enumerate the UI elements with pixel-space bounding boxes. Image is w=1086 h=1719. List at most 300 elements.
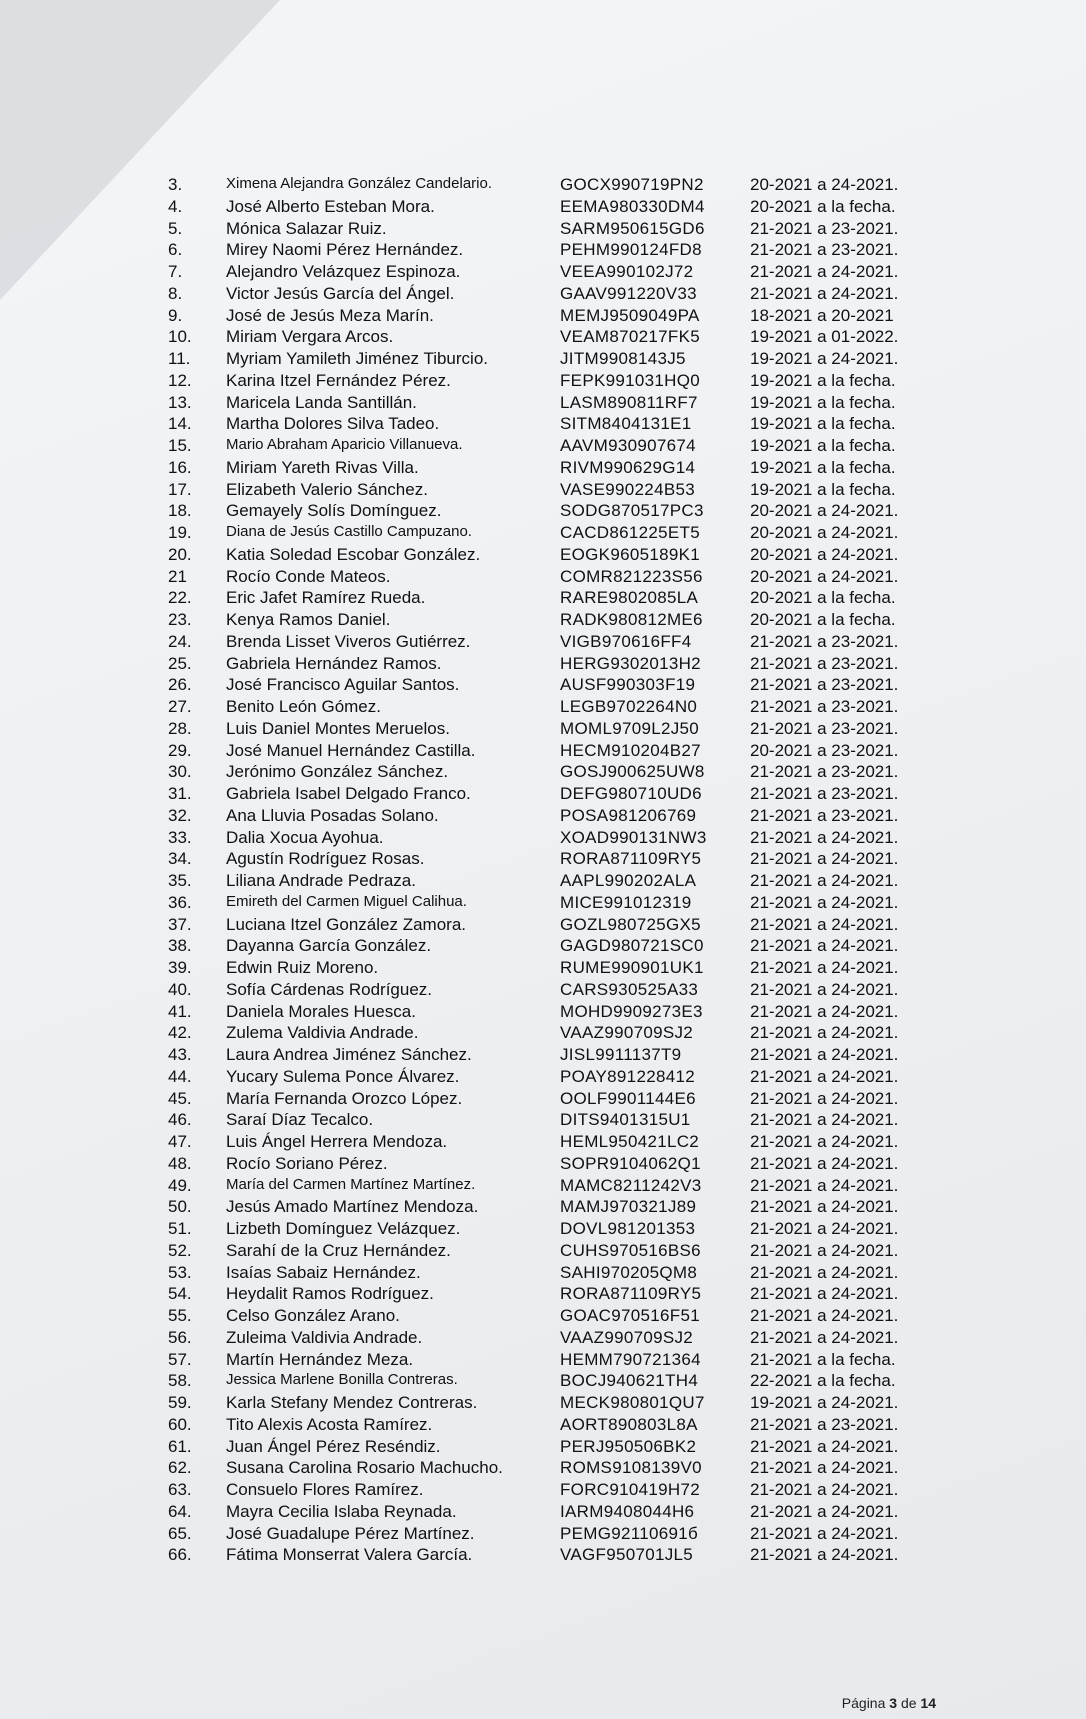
row-number: 42.	[168, 1023, 192, 1043]
row-period: 21-2021 a 24-2021.	[750, 1523, 899, 1543]
row-period: 20-2021 a 23-2021.	[750, 740, 899, 760]
row-number: 38.	[168, 936, 192, 956]
row-rfc: DOVL981201353	[560, 1219, 696, 1238]
row-number: 46.	[168, 1110, 192, 1130]
row-period: 20-2021 a 24-2021.	[750, 566, 899, 586]
row-name: Jesús Amado Martínez Mendoza.	[226, 1197, 479, 1217]
row-number: 24.	[168, 631, 192, 651]
row-period: 21-2021 a 24-2021.	[750, 1480, 899, 1499]
list-row	[168, 1350, 928, 1372]
row-period: 19-2021 a 01-2022.	[750, 327, 899, 347]
row-name: Gemayely Solís Domínguez.	[226, 501, 442, 521]
row-number: 22.	[168, 588, 192, 608]
row-period: 21-2021 a 23-2021.	[750, 675, 899, 695]
row-rfc: MAMC8211242V3	[560, 1175, 702, 1195]
row-period: 20-2021 a 24-2021.	[750, 523, 899, 542]
row-period: 19-2021 a la fecha.	[750, 414, 896, 434]
row-period: 21-2021 a 24-2021.	[750, 1262, 899, 1282]
row-number: 37.	[168, 914, 192, 934]
row-name: Rocío Soriano Pérez.	[226, 1153, 388, 1173]
row-number: 47.	[168, 1132, 192, 1151]
row-name: Maricela Landa Santillán.	[226, 392, 417, 412]
row-name: Emireth del Carmen Miguel Calihua.	[226, 892, 467, 910]
row-rfc: LEGB9702264N0	[560, 697, 698, 716]
list-row	[168, 545, 928, 567]
row-name: Mónica Salazar Ruiz.	[226, 218, 387, 238]
row-period: 21-2021 a 24-2021.	[750, 914, 899, 934]
row-number: 3.	[168, 175, 183, 194]
list-row	[168, 393, 928, 415]
row-name: Katia Soledad Escobar González.	[226, 544, 481, 564]
row-number: 18.	[168, 501, 192, 521]
row-number: 64.	[168, 1501, 192, 1521]
row-period: 21-2021 a 24-2021.	[750, 1219, 899, 1238]
row-number: 60.	[168, 1414, 192, 1434]
row-period: 21-2021 a 24-2021.	[750, 1066, 899, 1086]
row-name: Jerónimo González Sánchez.	[226, 762, 449, 782]
row-period: 21-2021 a 24-2021.	[750, 1001, 899, 1021]
row-rfc: MICE991012319	[560, 892, 692, 912]
list-row	[168, 1437, 928, 1459]
row-rfc: COMR821223S56	[560, 566, 703, 586]
row-name: Agustín Rodríguez Rosas.	[226, 849, 425, 869]
row-rfc: BOCJ940621TH4	[560, 1371, 699, 1391]
row-name: Karla Stefany Mendez Contreras.	[226, 1393, 478, 1412]
list-row	[168, 1132, 928, 1154]
row-number: 28.	[168, 718, 192, 738]
list-row	[168, 480, 928, 502]
row-period: 21-2021 a 24-2021.	[750, 1240, 899, 1260]
row-rfc: PEMG92110691б	[560, 1523, 699, 1543]
row-rfc: CARS930525A33	[560, 979, 699, 999]
row-period: 21-2021 a 23-2021.	[750, 631, 899, 651]
list-row	[168, 284, 928, 306]
row-name: Eric Jafet Ramírez Rueda.	[226, 588, 426, 608]
row-period: 21-2021 a 24-2021.	[750, 1284, 899, 1304]
row-name: Isaías Sabaiz Hernández.	[226, 1262, 421, 1282]
row-period: 21-2021 a 23-2021.	[750, 718, 899, 738]
list-row	[168, 806, 928, 828]
row-number: 58.	[168, 1371, 192, 1391]
row-number: 48.	[168, 1153, 192, 1173]
footer-of-word: de	[900, 1695, 917, 1711]
row-period: 19-2021 a la fecha.	[750, 436, 896, 455]
row-period: 22-2021 a la fecha.	[750, 1371, 896, 1391]
list-row	[168, 784, 928, 806]
row-period: 21-2021 a 24-2021.	[750, 827, 899, 847]
row-number: 59.	[168, 1393, 192, 1412]
row-name: Juan Ángel Pérez Reséndiz.	[226, 1436, 441, 1456]
row-rfc: VAAZ990709SJ2	[560, 1327, 694, 1347]
list-row	[168, 1524, 928, 1546]
row-rfc: JISL9911137T9	[560, 1045, 682, 1064]
row-number: 27.	[168, 697, 192, 716]
list-row	[168, 588, 928, 610]
list-row	[168, 849, 928, 871]
row-number: 63.	[168, 1480, 192, 1499]
row-period: 21-2021 a 24-2021.	[750, 936, 899, 956]
row-name: Alejandro Velázquez Espinoza.	[226, 262, 461, 281]
list-row	[168, 1545, 928, 1567]
row-number: 39.	[168, 958, 192, 977]
list-row	[168, 1458, 928, 1480]
row-period: 20-2021 a 24-2021.	[750, 544, 899, 564]
row-name: Karina Itzel Fernández Pérez.	[226, 370, 451, 390]
row-name: Edwin Ruiz Moreno.	[226, 958, 379, 977]
row-period: 21-2021 a 24-2021.	[750, 1132, 899, 1151]
row-number: 30.	[168, 762, 192, 782]
row-number: 41.	[168, 1001, 192, 1021]
row-period: 21-2021 a 24-2021.	[750, 262, 899, 281]
row-period: 19-2021 a 24-2021.	[750, 349, 899, 368]
row-name: Lizbeth Domínguez Velázquez.	[226, 1219, 461, 1238]
personnel-list	[168, 175, 928, 1567]
row-name: Kenya Ramos Daniel.	[226, 610, 391, 629]
row-period: 21-2021 a 24-2021.	[750, 1501, 899, 1521]
row-name: Brenda Lisset Viveros Gutiérrez.	[226, 631, 471, 651]
row-period: 21-2021 a 23-2021.	[750, 653, 899, 673]
row-period: 21-2021 a 24-2021.	[750, 1045, 899, 1064]
row-number: 62.	[168, 1458, 192, 1478]
row-rfc: VAAZ990709SJ2	[560, 1023, 694, 1043]
list-row	[168, 1067, 928, 1089]
row-number: 32.	[168, 805, 192, 825]
row-rfc: RIVM990629G14	[560, 457, 696, 477]
row-name: Heydalit Ramos Rodríguez.	[226, 1284, 434, 1304]
list-row	[168, 741, 928, 763]
row-rfc: EEMA980330DM4	[560, 196, 705, 216]
row-period: 20-2021 a 24-2021.	[750, 501, 899, 521]
row-number: 25.	[168, 653, 192, 673]
row-period: 21-2021 a 23-2021.	[750, 240, 899, 260]
row-period: 21-2021 a 24-2021.	[750, 1306, 899, 1325]
row-name: Liliana Andrade Pedraza.	[226, 871, 416, 890]
row-period: 21-2021 a 24-2021.	[750, 958, 899, 977]
row-name: Dayanna García González.	[226, 936, 432, 956]
row-number: 34.	[168, 849, 192, 869]
list-row	[168, 1045, 928, 1067]
row-rfc: MOHD9909273E3	[560, 1001, 703, 1021]
list-row	[168, 980, 928, 1002]
row-number: 9.	[168, 305, 183, 325]
row-name: Dalia Xocua Ayohua.	[226, 827, 384, 847]
row-period: 21-2021 a 24-2021.	[750, 1023, 899, 1043]
row-rfc: DITS9401315U1	[560, 1110, 691, 1130]
list-row	[168, 871, 928, 893]
row-rfc: RARE9802085LA	[560, 588, 699, 608]
row-period: 21-2021 a 23-2021.	[750, 697, 899, 716]
row-period: 21-2021 a 23-2021.	[750, 218, 899, 238]
footer-total-pages: 14	[920, 1695, 936, 1711]
row-period: 19-2021 a la fecha.	[750, 392, 896, 412]
row-rfc: VEAM870217FK5	[560, 327, 700, 347]
list-row	[168, 1089, 928, 1111]
list-row	[168, 567, 928, 589]
list-row	[168, 327, 928, 349]
row-period: 21-2021 a 24-2021.	[750, 871, 899, 890]
row-name: María Fernanda Orozco López.	[226, 1088, 463, 1108]
row-number: 61.	[168, 1436, 192, 1456]
list-row	[168, 828, 928, 850]
row-name: Miriam Vergara Arcos.	[226, 327, 394, 347]
row-number: 6.	[168, 240, 183, 260]
row-rfc: VASE990224B53	[560, 479, 695, 499]
row-number: 17.	[168, 479, 192, 499]
row-name: Martha Dolores Silva Tadeo.	[226, 414, 440, 434]
list-row	[168, 1502, 928, 1524]
row-number: 14.	[168, 414, 192, 434]
row-rfc: DEFG980710UD6	[560, 784, 702, 803]
row-rfc: SARM950615GD6	[560, 218, 705, 238]
row-rfc: HEMM790721364	[560, 1349, 701, 1369]
row-name: Celso González Arano.	[226, 1306, 400, 1325]
row-rfc: VAGF950701JL5	[560, 1545, 694, 1565]
row-rfc: MEMJ9509049PA	[560, 305, 700, 325]
list-row	[168, 675, 928, 697]
row-name: Consuelo Flores Ramírez.	[226, 1480, 424, 1499]
row-number: 51.	[168, 1219, 192, 1238]
row-period: 21-2021 a 24-2021.	[750, 1088, 899, 1108]
row-rfc: AUSF990303F19	[560, 675, 696, 695]
row-period: 21-2021 a 24-2021.	[750, 1545, 899, 1565]
row-name: Fátima Monserrat Valera García.	[226, 1545, 473, 1565]
row-period: 19-2021 a la fecha.	[750, 370, 896, 390]
row-number: 15.	[168, 436, 192, 455]
list-row	[168, 197, 928, 219]
list-row	[168, 1219, 928, 1241]
row-rfc: POSA981206769	[560, 805, 697, 825]
list-row	[168, 219, 928, 241]
row-rfc: SOPR9104062Q1	[560, 1153, 701, 1173]
row-number: 65.	[168, 1523, 192, 1543]
row-number: 44.	[168, 1066, 192, 1086]
row-rfc: FORC910419H72	[560, 1480, 700, 1499]
row-name: Gabriela Isabel Delgado Franco.	[226, 784, 471, 803]
row-rfc: SODG870517PC3	[560, 501, 704, 521]
row-name: Rocío Conde Mateos.	[226, 566, 391, 586]
row-name: Mayra Cecilia Islaba Reynada.	[226, 1501, 457, 1521]
row-name: José Manuel Hernández Castilla.	[226, 740, 476, 760]
row-number: 50.	[168, 1197, 192, 1217]
list-row	[168, 1176, 928, 1198]
row-rfc: XOAD990131NW3	[560, 827, 707, 847]
row-name: Mario Abraham Aparicio Villanueva.	[226, 436, 463, 453]
list-row	[168, 371, 928, 393]
row-rfc: GAGD980721SC0	[560, 936, 704, 956]
row-number: 5.	[168, 218, 183, 238]
list-row	[168, 1328, 928, 1350]
row-number: 45.	[168, 1088, 192, 1108]
row-rfc: LASM890811RF7	[560, 392, 698, 412]
list-row	[168, 523, 928, 545]
row-number: 31.	[168, 784, 192, 803]
row-period: 21-2021 a 24-2021.	[750, 1458, 899, 1478]
row-name: Gabriela Hernández Ramos.	[226, 653, 442, 673]
row-name: Diana de Jesús Castillo Campuzano.	[226, 523, 472, 540]
list-row	[168, 936, 928, 958]
list-row	[168, 349, 928, 371]
row-period: 19-2021 a 24-2021.	[750, 1393, 899, 1412]
row-number: 19.	[168, 523, 192, 542]
row-rfc: VIGB970616FF4	[560, 631, 692, 651]
list-row	[168, 1197, 928, 1219]
row-number: 36.	[168, 892, 192, 912]
list-row	[168, 915, 928, 937]
row-number: 4.	[168, 196, 183, 216]
row-number: 53.	[168, 1262, 192, 1282]
row-name: Myriam Yamileth Jiménez Tiburcio.	[226, 349, 489, 368]
row-period: 21-2021 a 23-2021.	[750, 784, 899, 803]
row-name: Yucary Sulema Ponce Álvarez.	[226, 1066, 460, 1086]
row-name: Elizabeth Valerio Sánchez.	[226, 479, 428, 499]
list-row	[168, 240, 928, 262]
row-name: Zuleima Valdivia Andrade.	[226, 1327, 423, 1347]
list-row	[168, 1241, 928, 1263]
row-number: 43.	[168, 1045, 192, 1064]
list-row	[168, 1002, 928, 1024]
row-rfc: VEEA990102J72	[560, 262, 694, 281]
row-name: Laura Andrea Jiménez Sánchez.	[226, 1045, 472, 1064]
row-rfc: JITM9908143J5	[560, 349, 686, 368]
row-name: Zulema Valdivia Andrade.	[226, 1023, 419, 1043]
row-period: 21-2021 a 23-2021.	[750, 1414, 899, 1434]
row-number: 10.	[168, 327, 192, 347]
row-period: 21-2021 a la fecha.	[750, 1349, 896, 1369]
row-number: 66.	[168, 1545, 192, 1565]
list-row	[168, 632, 928, 654]
row-rfc: SITM8404131E1	[560, 414, 692, 434]
row-period: 21-2021 a 24-2021.	[750, 1327, 899, 1347]
row-name: Victor Jesús García del Ángel.	[226, 283, 455, 303]
row-name: Martín Hernández Meza.	[226, 1349, 414, 1369]
row-rfc: AORT890803L8A	[560, 1414, 698, 1434]
row-rfc: PERJ950506BK2	[560, 1436, 697, 1456]
row-number: 23.	[168, 610, 192, 629]
row-rfc: SAHI970205QM8	[560, 1262, 698, 1282]
row-name: Luis Ángel Herrera Mendoza.	[226, 1132, 448, 1151]
row-period: 21-2021 a 24-2021.	[750, 1197, 899, 1217]
list-row	[168, 762, 928, 784]
row-number: 55.	[168, 1306, 192, 1325]
footer-page-word: Página	[841, 1695, 886, 1711]
row-period: 21-2021 a 24-2021.	[750, 283, 899, 303]
row-number: 29.	[168, 740, 192, 760]
row-number: 52.	[168, 1240, 192, 1260]
row-number: 7.	[168, 262, 183, 281]
row-name: Daniela Morales Huesca.	[226, 1001, 416, 1021]
row-rfc: GAAV991220V33	[560, 283, 697, 303]
list-row	[168, 1023, 928, 1045]
row-rfc: HERG9302013H2	[560, 653, 701, 673]
list-row	[168, 1284, 928, 1306]
row-name: José de Jesús Meza Marín.	[226, 305, 434, 325]
list-row	[168, 1415, 928, 1437]
row-period: 21-2021 a 24-2021.	[750, 1153, 899, 1173]
row-name: Miriam Yareth Rivas Villa.	[226, 457, 419, 477]
row-name: Ana Lluvia Posadas Solano.	[226, 805, 439, 825]
row-period: 21-2021 a 24-2021.	[750, 979, 899, 999]
row-period: 21-2021 a 24-2021.	[750, 1436, 899, 1456]
row-number: 57.	[168, 1349, 192, 1369]
row-name: José Francisco Aguilar Santos.	[226, 675, 460, 695]
list-row	[168, 306, 928, 328]
row-number: 56.	[168, 1327, 192, 1347]
row-period: 19-2021 a la fecha.	[750, 457, 896, 477]
row-name: Saraí Díaz Tecalco.	[226, 1110, 374, 1130]
row-number: 21	[168, 566, 187, 586]
row-name: Sofía Cárdenas Rodríguez.	[226, 979, 433, 999]
list-row	[168, 414, 928, 436]
list-row	[168, 893, 928, 915]
row-rfc: MOML9709L2J50	[560, 718, 700, 738]
list-row	[168, 175, 928, 197]
row-name: Sarahí de la Cruz Hernández.	[226, 1240, 451, 1260]
row-rfc: HEML950421LC2	[560, 1132, 700, 1151]
row-period: 21-2021 a 24-2021.	[750, 1110, 899, 1130]
list-row	[168, 654, 928, 676]
list-row	[168, 1263, 928, 1285]
row-period: 21-2021 a 23-2021.	[750, 805, 899, 825]
list-row	[168, 610, 928, 632]
row-number: 49.	[168, 1175, 192, 1195]
row-number: 54.	[168, 1284, 192, 1304]
list-row	[168, 1154, 928, 1176]
row-rfc: CUHS970516BS6	[560, 1240, 701, 1260]
row-rfc: EOGK9605189K1	[560, 544, 700, 564]
row-name: María del Carmen Martínez Martínez.	[226, 1175, 476, 1193]
row-name: José Guadalupe Pérez Martínez.	[226, 1523, 475, 1543]
row-rfc: FEPK991031HQ0	[560, 370, 700, 390]
row-number: 13.	[168, 392, 192, 412]
row-period: 21-2021 a 24-2021.	[750, 1175, 899, 1195]
row-number: 20.	[168, 544, 192, 564]
row-name: Jessica Marlene Bonilla Contreras.	[226, 1371, 458, 1389]
row-rfc: GOZL980725GX5	[560, 914, 701, 934]
row-rfc: GOSJ900625UW8	[560, 762, 705, 782]
row-rfc: MECK980801QU7	[560, 1393, 705, 1412]
row-number: 8.	[168, 283, 183, 303]
row-rfc: PEHM990124FD8	[560, 240, 702, 260]
footer-current-page: 3	[889, 1695, 898, 1711]
list-row	[168, 1393, 928, 1415]
row-rfc: MAMJ970321J89	[560, 1197, 697, 1217]
row-number: 16.	[168, 457, 192, 477]
row-period: 21-2021 a 24-2021.	[750, 849, 899, 869]
list-row	[168, 501, 928, 523]
page-footer	[842, 1695, 936, 1711]
row-name: José Alberto Esteban Mora.	[226, 196, 435, 216]
row-period: 20-2021 a la fecha.	[750, 610, 896, 629]
row-name: Luciana Itzel González Zamora.	[226, 914, 467, 934]
row-number: 40.	[168, 979, 192, 999]
row-rfc: RORA871109RY5	[560, 849, 702, 869]
row-rfc: HECM910204B27	[560, 740, 701, 760]
row-rfc: CACD861225ET5	[560, 523, 700, 542]
list-row	[168, 697, 928, 719]
row-name: Benito León Gómez.	[226, 697, 381, 716]
row-period: 18-2021 a 20-2021	[750, 305, 894, 325]
row-rfc: IARM9408044H6	[560, 1501, 695, 1521]
row-number: 12.	[168, 370, 192, 390]
list-row	[168, 458, 928, 480]
row-name: Ximena Alejandra González Candelario.	[226, 175, 492, 192]
row-period: 20-2021 a 24-2021.	[750, 175, 899, 194]
row-number: 33.	[168, 827, 192, 847]
row-period: 19-2021 a la fecha.	[750, 479, 896, 499]
row-period: 21-2021 a 24-2021.	[750, 892, 899, 912]
list-row	[168, 1306, 928, 1328]
row-name: Luis Daniel Montes Meruelos.	[226, 718, 450, 738]
